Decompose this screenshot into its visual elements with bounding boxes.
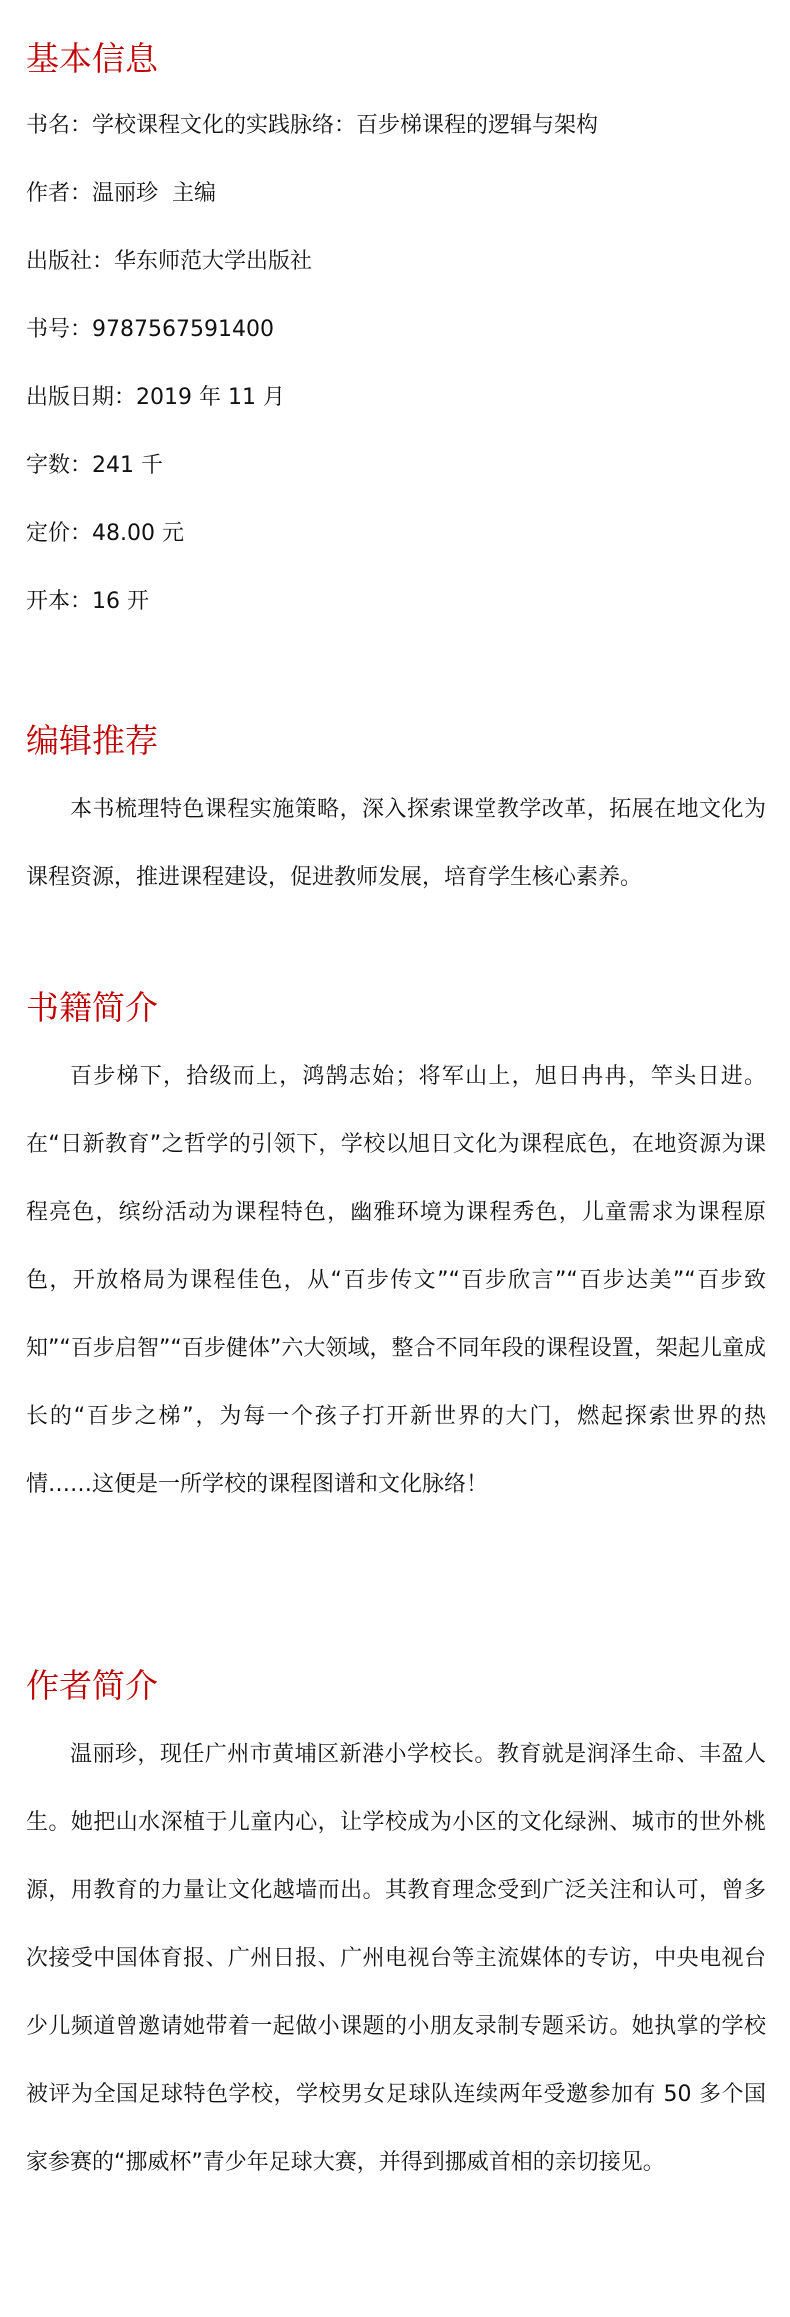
info-isbn: 书号：9787567591400 <box>26 317 274 342</box>
editor-recommendation-text: 本书梳理特色课程实施策略，深入探索课堂教学改革，拓展在地文化为课程资源，推进课程建设，促进教师发展，培育学生核心素养。 <box>26 797 766 890</box>
book-intro-heading: 书籍简介 <box>26 988 158 1027</box>
info-word-count: 字数：241 千 <box>26 453 164 478</box>
info-title: 书名：学校课程文化的实践脉络：百步梯课程的逻辑与架构 <box>26 113 599 138</box>
author-intro-section <box>26 1663 766 2197</box>
basic-info-section <box>26 36 766 636</box>
author-intro-heading: 作者简介 <box>26 1666 158 1705</box>
info-format: 开本：16 开 <box>26 589 150 614</box>
basic-info-list <box>26 92 766 636</box>
info-author: 作者：温丽珍 主编 <box>26 181 217 206</box>
editor-recommendation-section <box>26 718 766 912</box>
book-intro-section <box>26 985 766 1519</box>
editor-recommendation-heading: 编辑推荐 <box>26 721 158 760</box>
info-publish-date: 出版日期：2019 年 11 月 <box>26 385 285 410</box>
book-intro-text: 百步梯下，拾级而上，鸿鹄志始；将军山上，旭日冉冉，竿头日进。在“日新教育”之哲学的引领下，学校以旭日文化为课程底色，在地资源为课程亮色，缤纷活动为课程特色，幽雅环境为课程秀色，儿童需求为课程原色，开放格局为课程佳色，从“百步传文”“百步欣言”“百步达美”“百步致知”“百步启智”“百步健体”六大领域，整合不同年段的课程设置，架起儿童成长的“百步之梯”，为每一个孩子打开新世界的大门，燃起探索世界的热情……这便是一所学校的课程图谱和文化脉络！ <box>26 1064 766 1497</box>
info-publisher: 出版社：华东师范大学出版社 <box>26 249 313 274</box>
basic-info-heading: 基本信息 <box>26 39 158 78</box>
author-intro-text: 温丽珍，现任广州市黄埔区新港小学校长。教育就是润泽生命、丰盈人生。她把山水深植于儿童内心，让学校成为小区的文化绿洲、城市的世外桃源，用教育的力量让文化越墙而出。其教育理念受到广泛关注和认可，曾多次接受中国体育报、广州日报、广州电视台等主流媒体的专访，中央电视台少儿频道曾邀请她带着一起做小课题的小朋友录制专题采访。她执掌的学校被评为全国足球特色学校，学校男女足球队连续两年受邀参加有 50 多个国家参赛的“挪威杯”青少年足球大赛，并得到挪威首相的亲切接见。 <box>26 1742 766 2175</box>
info-price: 定价：48.00 元 <box>26 521 185 546</box>
